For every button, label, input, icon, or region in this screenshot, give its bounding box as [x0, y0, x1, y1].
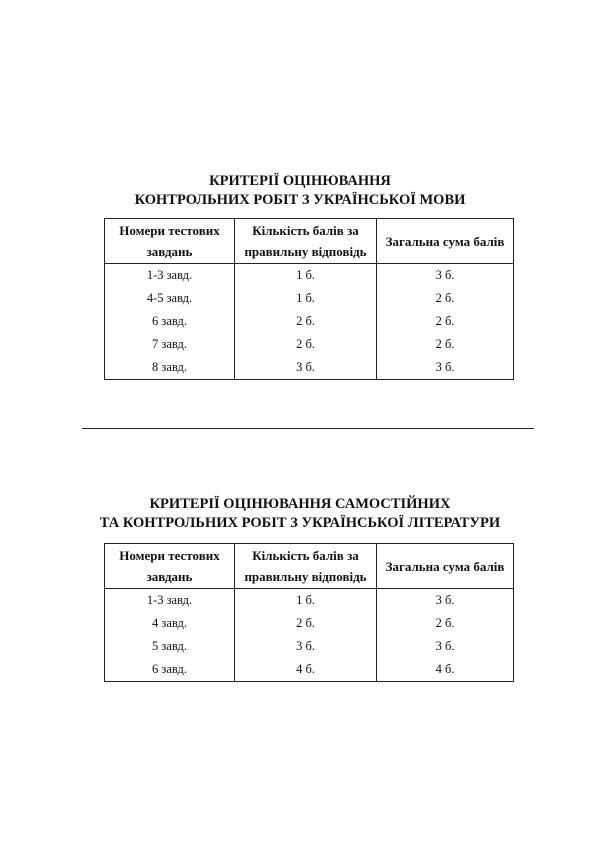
- total-cell: 3 б.: [377, 589, 514, 613]
- task-cell: 6 завд.: [105, 658, 235, 682]
- points-cell: 2 б.: [235, 612, 377, 635]
- table-row: [105, 333, 514, 356]
- ukrainian-literature-criteria-table: [104, 543, 514, 682]
- section-divider: [82, 428, 534, 429]
- table-header-row: [105, 219, 514, 264]
- table-row: [105, 658, 514, 682]
- points-cell: 1 б.: [235, 589, 377, 613]
- total-cell: 2 б.: [377, 287, 514, 310]
- section2-title: [0, 495, 600, 533]
- header-points-per-answer: [235, 544, 377, 589]
- total-cell: 2 б.: [377, 333, 514, 356]
- table-row: [105, 612, 514, 635]
- task-cell: 4 завд.: [105, 612, 235, 635]
- points-cell: 3 б.: [235, 356, 377, 380]
- points-cell: 2 б.: [235, 333, 377, 356]
- task-cell: 7 завд.: [105, 333, 235, 356]
- ukrainian-language-criteria-table: [104, 218, 514, 380]
- points-cell: 4 б.: [235, 658, 377, 682]
- section2-title-line2: ТА КОНТРОЛЬНИХ РОБІТ З УКРАЇНСЬКОЇ ЛІТЕРАТУРИ: [99, 515, 501, 531]
- header-task-numbers: [105, 544, 235, 589]
- points-cell: 2 б.: [235, 310, 377, 333]
- table-row: [105, 589, 514, 613]
- total-cell: 2 б.: [377, 612, 514, 635]
- section1-title-line1: КРИТЕРІЇ ОЦІНЮВАННЯ: [209, 173, 391, 189]
- header-points-per-answer-line1: Кількість балів за: [252, 223, 359, 238]
- header-points-per-answer-line1: Кількість балів за: [252, 548, 359, 563]
- table-row: [105, 287, 514, 310]
- header-task-numbers-line1: Номери тестових: [119, 223, 220, 238]
- task-cell: 6 завд.: [105, 310, 235, 333]
- section1-title-line2: КОНТРОЛЬНИХ РОБІТ З УКРАЇНСЬКОЇ МОВИ: [134, 192, 466, 208]
- header-points-per-answer-line2: правильну відповідь: [244, 569, 367, 584]
- section1-title: [0, 172, 600, 210]
- task-cell: 1-3 завд.: [105, 589, 235, 613]
- header-total-points-line1: Загальна сума балів: [385, 558, 505, 574]
- section2-title-line1: КРИТЕРІЇ ОЦІНЮВАННЯ САМОСТІЙНИХ: [149, 496, 451, 512]
- total-cell: 3 б.: [377, 356, 514, 380]
- total-cell: 4 б.: [377, 658, 514, 682]
- table-row: [105, 264, 514, 288]
- task-cell: 8 завд.: [105, 356, 235, 380]
- points-cell: 1 б.: [235, 287, 377, 310]
- header-total-points-line1: Загальна сума балів: [385, 233, 505, 249]
- total-cell: 3 б.: [377, 264, 514, 288]
- header-points-per-answer-line2: правильну відповідь: [244, 244, 367, 259]
- header-points-per-answer: [235, 219, 377, 264]
- table-header-row: [105, 544, 514, 589]
- header-task-numbers-line1: Номери тестових: [119, 548, 220, 563]
- header-total-points: [377, 544, 514, 589]
- points-cell: 3 б.: [235, 635, 377, 658]
- table-row: [105, 635, 514, 658]
- header-task-numbers: [105, 219, 235, 264]
- table-row: [105, 310, 514, 333]
- table-row: [105, 356, 514, 380]
- total-cell: 2 б.: [377, 310, 514, 333]
- header-task-numbers-line2: завдань: [146, 244, 193, 259]
- points-cell: 1 б.: [235, 264, 377, 288]
- task-cell: 5 завд.: [105, 635, 235, 658]
- task-cell: 1-3 завд.: [105, 264, 235, 288]
- header-task-numbers-line2: завдань: [146, 569, 193, 584]
- header-total-points: [377, 219, 514, 264]
- task-cell: 4-5 завд.: [105, 287, 235, 310]
- total-cell: 3 б.: [377, 635, 514, 658]
